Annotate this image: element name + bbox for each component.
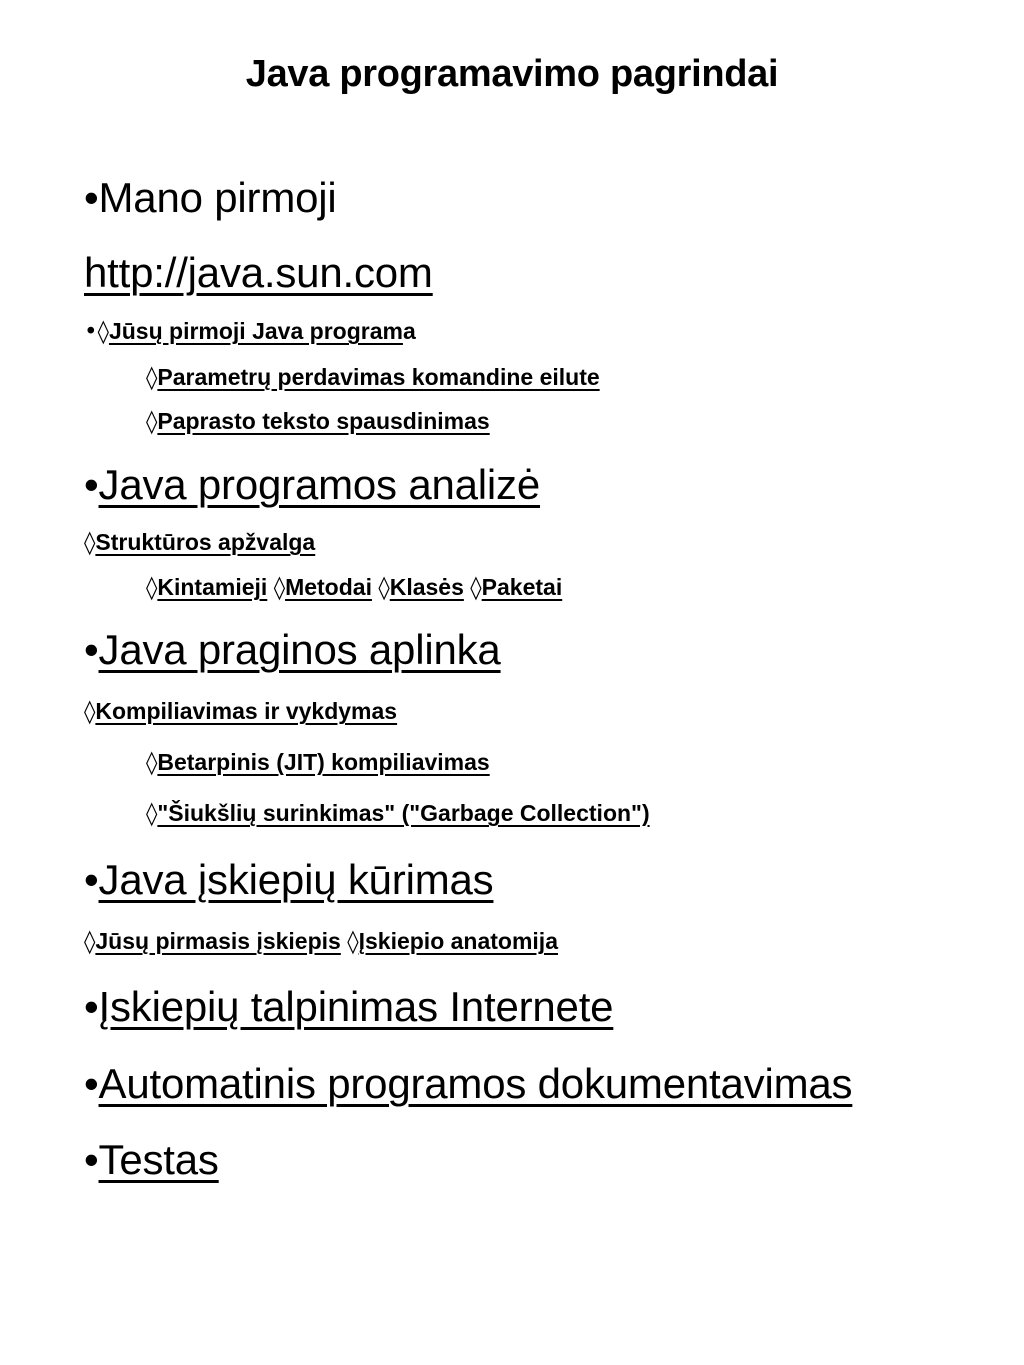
first-program-suffix: a (402, 318, 416, 344)
diamond-icon: ◊ (273, 575, 286, 601)
first-program-line (84, 316, 416, 347)
test-heading-link[interactable]: Testas (98, 1136, 219, 1183)
packages-link[interactable]: Paketai (481, 574, 563, 600)
page-title: Java programavimo pagrindai (245, 53, 779, 95)
diamond-icon: ◊ (146, 365, 158, 391)
hosting-heading-line (84, 982, 613, 1032)
diamond-icon: ◊ (84, 699, 96, 725)
docs-heading-line (84, 1059, 852, 1109)
test-heading-line (84, 1135, 219, 1185)
diamond-icon: ◊ (146, 409, 158, 435)
environment-subitem-2 (146, 798, 650, 829)
docs-heading-link[interactable]: Automatinis programos dokumentavimas (98, 1060, 853, 1107)
diamond-icon: ◊ (146, 575, 158, 601)
diamond-icon: ◊ (97, 319, 109, 345)
methods-link[interactable]: Metodai (285, 574, 372, 600)
analysis-items-line (146, 572, 562, 603)
bullet: • (84, 626, 99, 673)
bullet: • (84, 856, 99, 903)
intro-heading-line (84, 173, 337, 223)
diamond-icon: ◊ (146, 801, 158, 827)
parameters-link[interactable]: Parametrų perdavimas komandine eilute (157, 364, 600, 390)
plugins-heading-line (84, 855, 493, 905)
bullet: • (84, 1060, 99, 1107)
first-plugin-link[interactable]: Jūsų pirmasis įskiepis (95, 928, 341, 954)
first-program-link[interactable]: Jūsų pirmoji Java program (108, 318, 403, 344)
environment-heading-link[interactable]: Java praginos aplinka (98, 626, 501, 673)
plugin-anatomy-link[interactable]: Įskiepio anatomija (358, 928, 558, 954)
hosting-heading-link[interactable]: Įskiepių talpinimas Internete (98, 983, 614, 1030)
diamond-icon: ◊ (146, 750, 158, 776)
plugins-heading-link[interactable]: Java įskiepių kūrimas (98, 856, 494, 903)
bullet: • (84, 983, 99, 1030)
analysis-heading-link[interactable]: Java programos analizė (98, 461, 541, 508)
first-program-subitem-2 (146, 406, 490, 437)
bullet: • (84, 461, 99, 508)
structure-overview-link[interactable]: Struktūros apžvalga (95, 529, 316, 555)
plugins-items-line (84, 926, 558, 957)
variables-link[interactable]: Kintamieji (157, 574, 268, 600)
diamond-icon: ◊ (470, 575, 482, 601)
bullet: • (84, 1136, 99, 1183)
environment-heading-line (84, 625, 501, 675)
classes-link[interactable]: Klasės (389, 574, 464, 600)
diamond-icon: ◊ (347, 929, 359, 955)
bullet: • (84, 174, 99, 221)
environment-subitem-1 (146, 747, 490, 778)
intro-heading: Mano pirmoji (98, 174, 337, 221)
jit-compilation-link[interactable]: Betarpinis (JIT) kompiliavimas (157, 749, 490, 775)
bullet: • (84, 319, 98, 345)
java-sun-url-link[interactable]: http://java.sun.com (84, 249, 433, 296)
garbage-collection-link[interactable]: "Šiukšlių surinkimas" ("Garbage Collection") (157, 800, 650, 826)
first-program-subitem-1 (146, 362, 600, 393)
url-line (84, 248, 433, 298)
compile-line (84, 696, 397, 727)
diamond-icon: ◊ (378, 575, 390, 601)
text-printing-link[interactable]: Paprasto teksto spausdinimas (157, 408, 490, 434)
diamond-icon: ◊ (84, 929, 96, 955)
analysis-heading-line (84, 460, 540, 510)
structure-line (84, 527, 315, 558)
diamond-icon: ◊ (84, 530, 96, 556)
compile-run-link[interactable]: Kompiliavimas ir vykdymas (95, 698, 398, 724)
